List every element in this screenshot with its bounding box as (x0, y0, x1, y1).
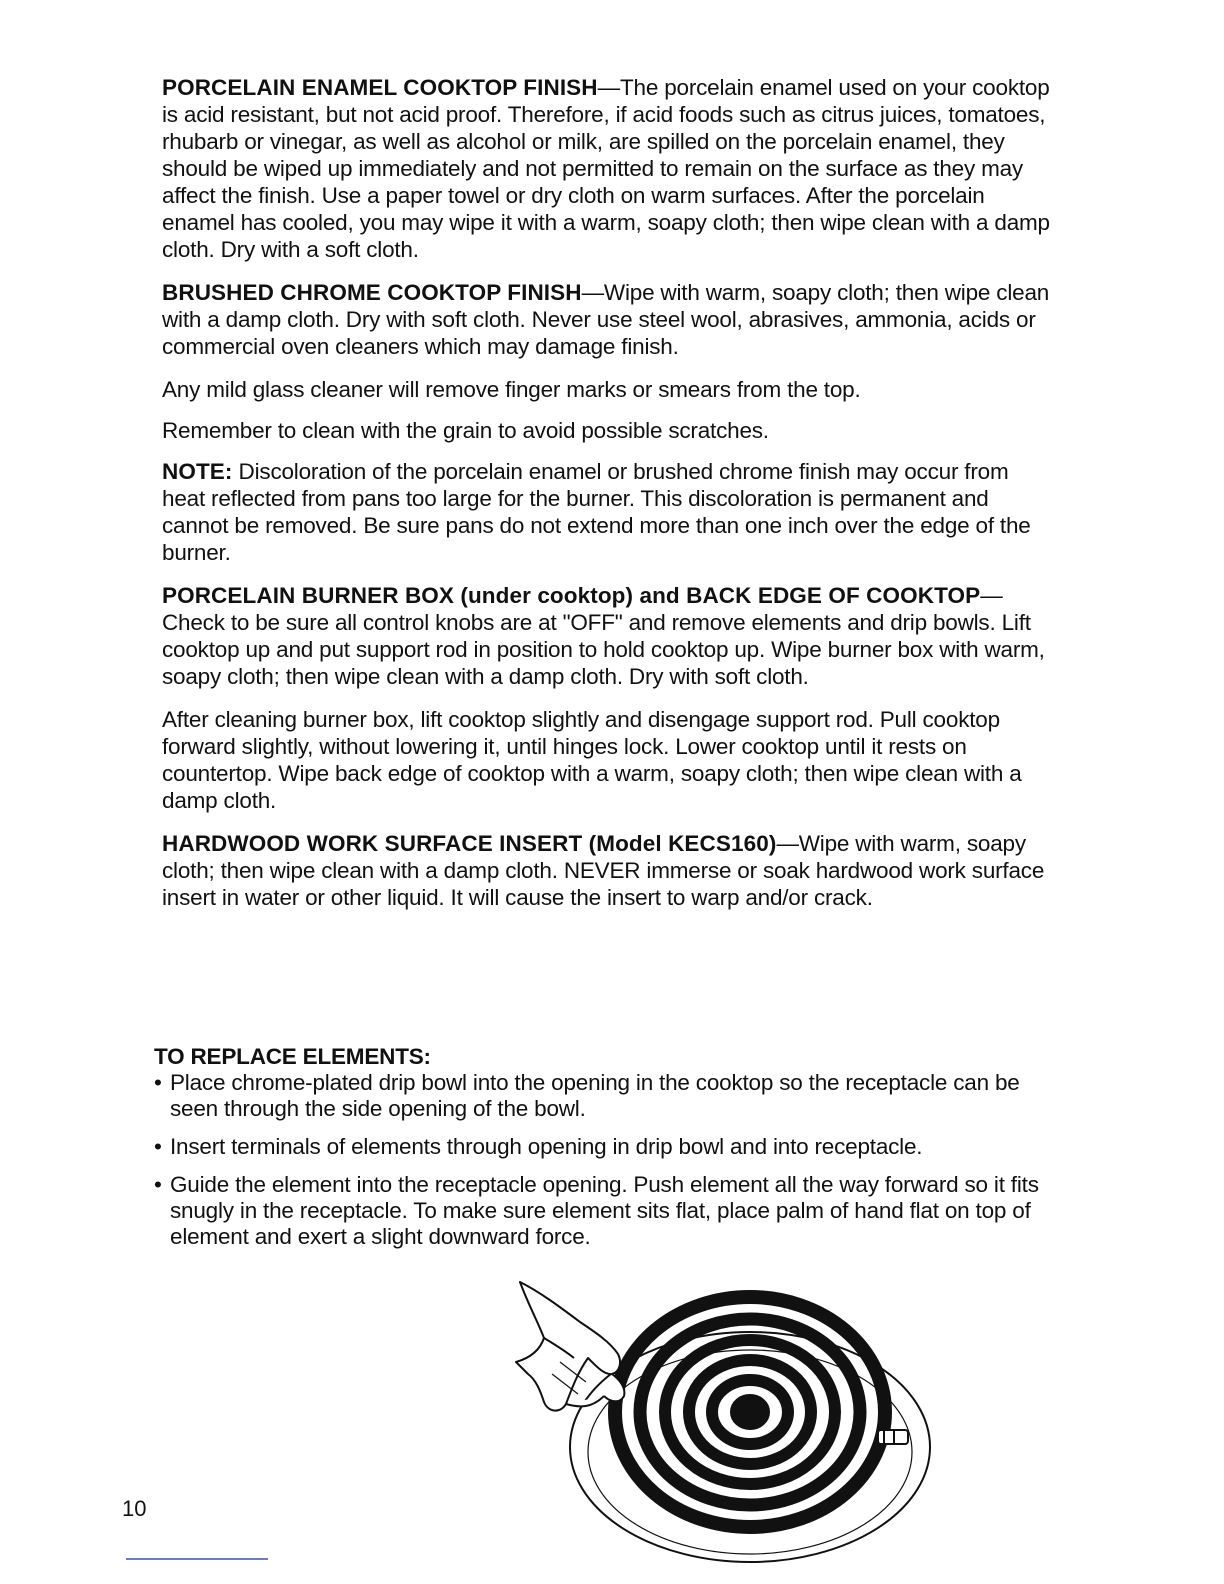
replace-elements-title: TO REPLACE ELEMENTS: (154, 1044, 431, 1069)
section-heading: PORCELAIN BURNER BOX (under cooktop) and BACK EDGE OF COOKTOP (162, 583, 981, 608)
page-number: 10 (122, 1496, 147, 1521)
section-heading: HARDWOOD WORK SURFACE INSERT (Model KECS160) (162, 831, 777, 856)
terminal-icon (878, 1430, 908, 1444)
note-paragraph (162, 458, 1052, 566)
glass-cleaner-paragraph: Any mild glass cleaner will remove finger marks or smears from the top. (162, 377, 861, 402)
section-heading: PORCELAIN ENAMEL COOKTOP FINISH (162, 75, 598, 100)
section-text: Check to be sure all control knobs are at "OFF" and remove elements and drip bowls. Lift cooktop up and put support rod in position to hold cooktop up. Wipe burner box with warm, soapy cloth; then wipe clean with a damp cloth. Dry with soft cloth. (162, 610, 1045, 689)
element-installation-illustration (500, 1262, 950, 1572)
replace-elements-section (152, 1044, 1052, 1262)
note-label: NOTE: (162, 459, 233, 484)
list-item: • Place chrome-plated drip bowl into the opening in the cooktop so the receptacle can be seen through the side opening of the bowl. (154, 1070, 1020, 1121)
cleaning-instructions (162, 74, 1052, 927)
after-cleaning-paragraph: After cleaning burner box, lift cooktop slightly and disengage support rod. Pull cooktop forward slightly, without lowering it, until hinges lock. Lower cooktop until it rests on countertop. Wipe back edge of cooktop with a warm, soapy cloth; then wipe clean with a damp cloth. (162, 707, 1022, 813)
hand-icon (516, 1282, 624, 1411)
section-heading: BRUSHED CHROME COOKTOP FINISH (162, 280, 582, 305)
section-text: Wipe with warm, soapy cloth; then wipe clean with a damp cloth. Dry with soft cloth. Never use steel wool, abrasives, ammonia, acids or commercial oven cleaners which may damage finish. (162, 280, 1050, 359)
bottom-rule (126, 1558, 268, 1560)
list-item: • Guide the element into the receptacle opening. Push element all the way forward so it fits snugly in the receptacle. To make sure element sits flat, place palm of hand flat on top of element and exert a slight downward force. (154, 1172, 1039, 1249)
grain-paragraph: Remember to clean with the grain to avoid possible scratches. (162, 418, 769, 443)
hardwood-insert-paragraph: HARDWOOD WORK SURFACE INSERT (Model KECS160)—Wipe with warm, soapy cloth; then wipe clean with a damp cloth. NEVER immerse or soak hardwood work surface insert in water or other liquid. It will cause the insert to warp and/or crack. (162, 831, 1045, 910)
bullet: • (154, 1070, 162, 1095)
section-text: Discoloration of the porcelain enamel or brushed chrome finish may occur from heat reflected from pans too large for the burner. This discoloration is permanent and cannot be removed. Be sure pans do not extend more than one inch over the edge of the burner. (162, 459, 1031, 565)
list-item: • Insert terminals of elements through opening in drip bowl and into receptacle. (154, 1134, 923, 1159)
bullet: • (154, 1134, 162, 1159)
brushed-chrome-paragraph: BRUSHED CHROME COOKTOP FINISH—Wipe with warm, soapy cloth; then wipe clean with a damp cloth. Dry with soft cloth. Never use steel wool, abrasives, ammonia, acids or commercial oven cleaners which may damage finish. (162, 280, 1050, 359)
section-text: Wipe with warm, soapy cloth; then wipe clean with a damp cloth. NEVER immerse or soak hardwood work surface insert in water or other liquid. It will cause the insert to warp and/or crack. (162, 831, 1045, 910)
burner-box-paragraph: PORCELAIN BURNER BOX (under cooktop) and BACK EDGE OF COOKTOP—Check to be sure all control knobs are at "OFF" and remove elements and drip bowls. Lift cooktop up and put support rod in position to hold cooktop up. Wipe burner box with warm, soapy cloth; then wipe clean with a damp cloth. Dry with soft cloth. (162, 583, 1045, 689)
porcelain-enamel-paragraph: PORCELAIN ENAMEL COOKTOP FINISH—The porcelain enamel used on your cooktop is acid resistant, but not acid proof. Therefore, if acid foods such as citrus juices, tomatoes, rhubarb or vinegar, as well as alcohol or milk, are spilled on the porcelain enamel, they should be wiped up immediately and not permitted to remain on the surface as they may affect the finish. Use a paper towel or dry cloth on warm surfaces. After the porcelain enamel has cooled, you may wipe it with a warm, soapy cloth; then wipe clean with a damp cloth. Dry with a soft cloth. (162, 75, 1050, 262)
replace-steps-list (152, 1070, 1052, 1250)
bullet: • (154, 1172, 162, 1197)
section-text: The porcelain enamel used on your cooktop is acid resistant, but not acid proof. Therefore, if acid foods such as citrus juices, tomatoes, rhubarb or vinegar, as well as alcohol or milk, are spilled on the porcelain enamel, they should be wiped up immediately and not permitted to remain on the surface as they may affect the finish. Use a paper towel or dry cloth on warm surfaces. After the porcelain enamel has cooled, you may wipe it with a warm, soapy cloth; then wipe clean with a damp cloth. Dry with a soft cloth. (162, 75, 1050, 262)
